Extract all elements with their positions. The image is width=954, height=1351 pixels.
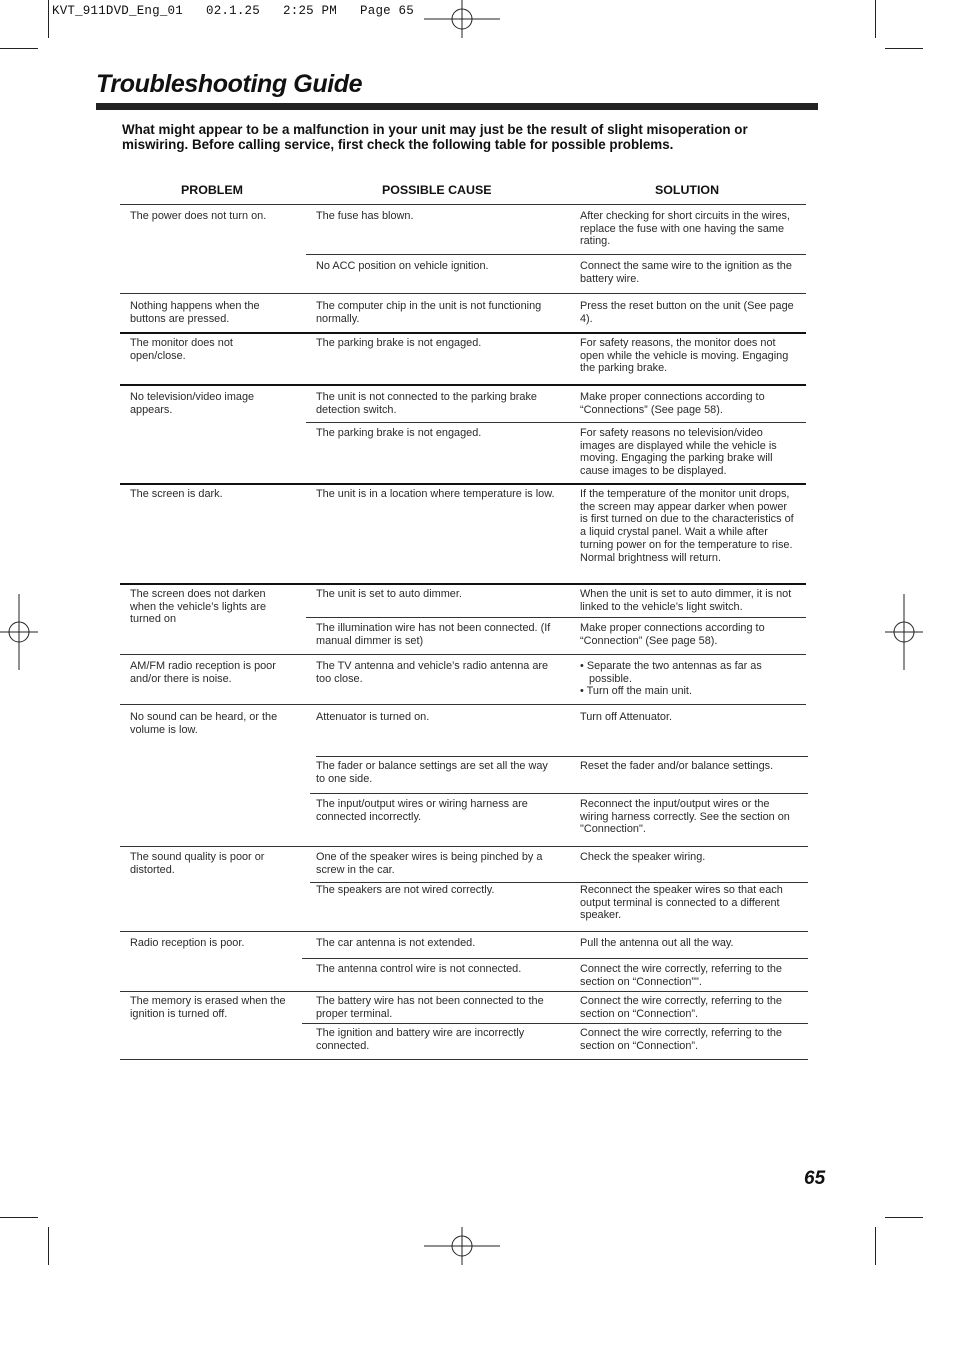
table-rule	[120, 583, 806, 585]
table-cell-solution: Turn off Attenuator.	[580, 711, 673, 723]
table-cell-solution: Make proper connections according to “Connection” (See page 58).	[580, 622, 765, 647]
column-header-problem: PROBLEM	[181, 183, 243, 197]
table-rule	[120, 1059, 808, 1060]
table-rule	[120, 704, 806, 705]
table-cell-problem: The sound quality is poor or distorted.	[130, 851, 265, 876]
table-cell-problem: No sound can be heard, or the volume is low.	[130, 711, 278, 736]
table-cell-problem: The screen does not darken when the vehicle’s lights are turned on	[130, 588, 267, 626]
table-rule	[120, 483, 806, 485]
table-cell-solution: Connect the same wire to the ignition as the battery wire.	[580, 260, 792, 285]
table-rule	[120, 384, 806, 386]
table-cell-solution	[580, 660, 795, 698]
table-rule	[302, 958, 808, 959]
table-cell-cause: One of the speaker wires is being pinched by a screw in the car.	[316, 851, 543, 876]
table-cell-problem: AM/FM radio reception is poor and/or there is noise.	[130, 660, 276, 685]
table-rule	[306, 617, 806, 618]
table-cell-cause: The car antenna is not extended.	[316, 937, 476, 949]
table-cell-solution: Connect the wire correctly, referring to the section on “Connection”".	[580, 963, 782, 988]
table-cell-cause: The fuse has blown.	[316, 210, 414, 222]
table-cell-problem: The memory is erased when the ignition is turned off.	[130, 995, 286, 1020]
table-rule	[120, 654, 806, 655]
table-rule	[120, 332, 806, 334]
table-cell-problem: Radio reception is poor.	[130, 937, 245, 949]
page-title: Troubleshooting Guide	[96, 70, 363, 98]
page-number: 65	[804, 1168, 826, 1189]
intro-paragraph: What might appear to be a malfunction in your unit may just be the result of slight misoperation or miswiring. Before calling service, first check the following table for possible problems.	[122, 122, 748, 152]
table-rule	[310, 882, 808, 883]
table-cell-cause: The speakers are not wired correctly.	[316, 884, 495, 896]
registration-mark-bottom	[422, 1227, 502, 1267]
table-cell-solution: After checking for short circuits in the wires, replace the fuse with one having the same rating.	[580, 210, 791, 248]
table-rule	[120, 846, 808, 847]
table-cell-cause: No ACC position on vehicle ignition.	[316, 260, 489, 272]
table-cell-solution: Reconnect the input/output wires or the wiring harness correctly. See the section on "Connection".	[580, 798, 790, 836]
table-rule	[302, 1023, 808, 1024]
table-cell-problem: The screen is dark.	[130, 488, 223, 500]
table-cell-solution: For safety reasons, the monitor does not open while the vehicle is moving. Engaging the parking brake.	[580, 337, 789, 375]
column-header-solution: SOLUTION	[655, 183, 720, 197]
table-rule	[306, 422, 806, 423]
title-rule	[96, 103, 818, 110]
column-header-cause: POSSIBLE CAUSE	[382, 183, 492, 197]
table-cell-cause: The unit is in a location where temperature is low.	[316, 488, 555, 500]
registration-mark-right	[884, 594, 924, 670]
solution-bullet: • Separate the two antennas as far as possible.	[580, 660, 762, 685]
table-cell-problem: Nothing happens when the buttons are pressed.	[130, 300, 260, 325]
table-cell-solution: For safety reasons no television/video images are displayed while the vehicle is moving. Engaging the parking brake will cause images to be displayed.	[580, 427, 777, 478]
table-cell-solution: Make proper connections according to “Connections” (See page 58).	[580, 391, 765, 416]
solution-bullet: • Turn off the main unit.	[580, 685, 692, 698]
table-cell-solution: Pull the antenna out all the way.	[580, 937, 734, 949]
table-cell-cause: The ignition and battery wire are incorrectly connected.	[316, 1027, 525, 1052]
table-cell-solution: Check the speaker wiring.	[580, 851, 706, 863]
registration-mark-left	[0, 594, 40, 670]
table-cell-problem: No television/video image appears.	[130, 391, 255, 416]
table-cell-cause: The illumination wire has not been connected. (If manual dimmer is set)	[316, 622, 551, 647]
table-cell-cause: The parking brake is not engaged.	[316, 427, 482, 439]
table-rule	[120, 991, 808, 992]
table-cell-problem: The monitor does not open/close.	[130, 337, 233, 362]
table-cell-solution: Reset the fader and/or balance settings.	[580, 760, 774, 772]
table-cell-solution: Reconnect the speaker wires so that each output terminal is connected to a different speaker.	[580, 884, 783, 922]
table-cell-solution: Connect the wire correctly, referring to the section on “Connection”.	[580, 1027, 782, 1052]
table-cell-problem: The power does not turn on.	[130, 210, 267, 222]
table-rule	[306, 254, 806, 255]
table-cell-solution: If the temperature of the monitor unit drops, the screen may appear darker when power is first turned on due to the characteristics of a liquid crystal panel. Wait a while after turning power on for the temperature to rise. Normal brightness will return.	[580, 488, 794, 564]
table-cell-solution: Press the reset button on the unit (See page 4).	[580, 300, 794, 325]
table-cell-cause: The TV antenna and vehicle’s radio antenna are too close.	[316, 660, 549, 685]
table-cell-solution: When the unit is set to auto dimmer, it is not linked to the vehicle’s light switch.	[580, 588, 792, 613]
table-cell-cause: The computer chip in the unit is not functioning normally.	[316, 300, 542, 325]
print-slug: KVT_911DVD_Eng_01 02.1.25 2:25 PM Page 65	[52, 4, 414, 18]
table-cell-cause: The input/output wires or wiring harness are connected incorrectly.	[316, 798, 528, 823]
table-rule	[120, 293, 806, 294]
table-cell-cause: The antenna control wire is not connected.	[316, 963, 522, 975]
table-rule	[120, 931, 808, 932]
table-rule	[316, 756, 808, 757]
table-rule	[120, 204, 806, 205]
table-cell-cause: The battery wire has not been connected to the proper terminal.	[316, 995, 544, 1020]
table-cell-cause: The unit is not connected to the parking brake detection switch.	[316, 391, 537, 416]
registration-mark-top	[422, 0, 502, 40]
table-cell-cause: Attenuator is turned on.	[316, 711, 430, 723]
table-cell-cause: The fader or balance settings are set all the way to one side.	[316, 760, 548, 785]
table-cell-cause: The parking brake is not engaged.	[316, 337, 482, 349]
table-rule	[310, 793, 808, 794]
table-cell-solution: Connect the wire correctly, referring to the section on “Connection”.	[580, 995, 782, 1020]
table-cell-cause: The unit is set to auto dimmer.	[316, 588, 462, 600]
